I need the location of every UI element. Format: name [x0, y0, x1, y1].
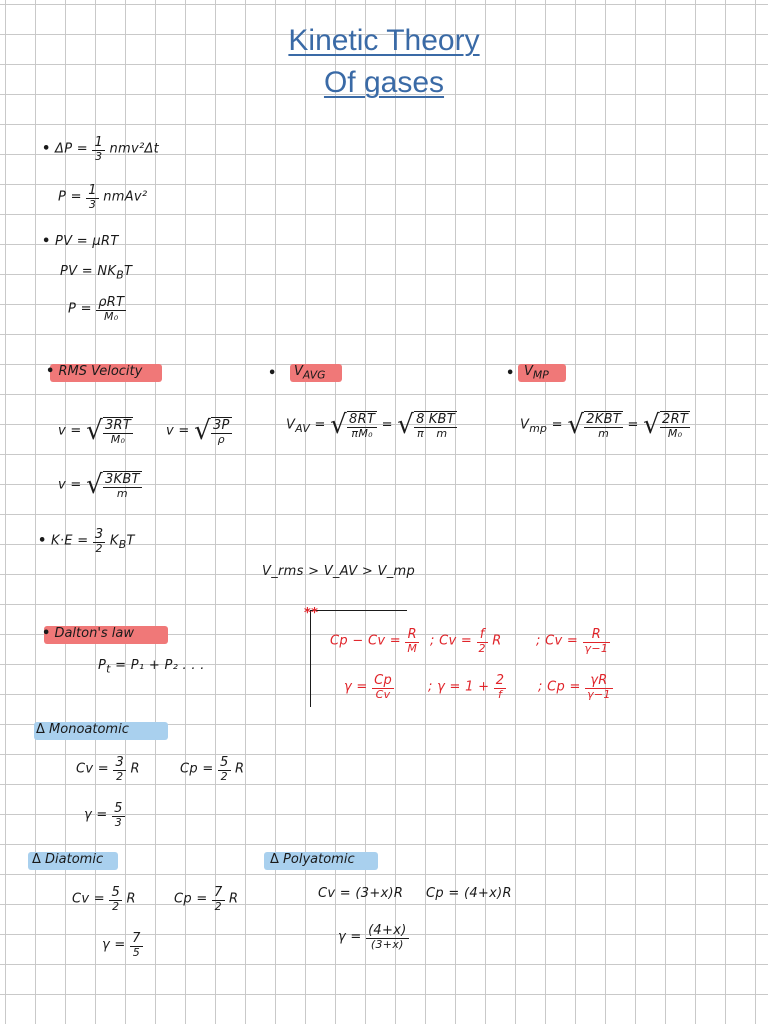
gamma-degrees-of-freedom: ; γ = 1 + $\frac{2}{f}$	[428, 673, 505, 701]
velocity-comparison: V_rms > V_AV > V_mp	[262, 564, 416, 579]
vmp-bullet: •	[506, 366, 515, 381]
polyatomic-heading: Δ Polyatomic	[270, 852, 355, 867]
gamma-ratio: γ = $\frac{Cp}{Cv}$	[344, 673, 392, 701]
pressure-density-eq: P = $\frac{\text{ρRT}}{\text{M₀}}$	[68, 295, 125, 323]
di-gamma: γ = $\frac{7}{5}$	[102, 931, 141, 959]
dalton-heading: • Dalton's law	[42, 626, 135, 641]
rms-eq-1: v = √ $\frac{3RT}{\text{M₀}}$	[58, 416, 132, 446]
rms-eq-3: v = √ $\frac{\text{3KBT}}{m}$	[58, 470, 140, 500]
monoatomic-heading: Δ Monoatomic	[36, 722, 129, 737]
cv-gamma: ; Cv = $\frac{R}{\gamma-1}$	[536, 627, 609, 655]
mono-cp: Cp = $\frac{5}{2}$ R	[180, 755, 245, 783]
cp-gamma: ; Cp = $\frac{\gamma R}{\gamma-1}$	[538, 673, 611, 701]
diatomic-heading: Δ Diatomic	[32, 852, 104, 867]
page-subtitle: Of gases	[323, 66, 445, 99]
di-cv: Cv = $\frac{5}{2}$ R	[72, 885, 136, 913]
mono-cv: Cv = $\frac{3}{2}$ R	[76, 755, 140, 783]
ideal-gas-eq: • PV = μRT	[42, 234, 119, 249]
dalton-eq: $P_t = P_1 + P_2$ . . .	[98, 658, 205, 676]
ideal-gas-boltzmann-eq: PV = $NK_BT$	[60, 264, 133, 282]
pressure-change-eq: • ΔP = $\frac{1}{3}$ nmv²Δt	[42, 135, 160, 163]
poly-gamma: γ = $\frac{(4+x)}{(3+x)}$	[338, 923, 407, 951]
rms-heading: • RMS Velocity	[46, 364, 143, 379]
rms-eq-2: v = √ $\frac{3P}{\rho}$	[166, 416, 230, 446]
poly-cp: Cp = (4+x)R	[426, 886, 512, 901]
star-marks: **	[304, 606, 319, 621]
vmp-heading: $V_{MP}$	[524, 364, 549, 382]
cv-degrees-of-freedom: ; Cv = $\frac{f}{2}$ R	[430, 627, 502, 655]
vavg-bullet: •	[268, 366, 277, 381]
poly-cv: Cv = (3+x)R	[318, 886, 404, 901]
vavg-eq: $V_{AV}$ = √ $\frac{8RT}{\text{πM₀}}$ = √ $\frac{8}{\pi}$ $\frac{\text{KBT}}{m}$	[286, 410, 456, 440]
vmp-eq: $V_{mp}$ = √ $\frac{\text{2KBT}}{m}$ = √ $\frac{2RT}{\text{M₀}}$	[520, 410, 689, 440]
vavg-heading: $V_{AVG}$	[294, 364, 326, 382]
di-cp: Cp = $\frac{7}{2}$ R	[174, 885, 239, 913]
page-title: Kinetic Theory	[288, 24, 480, 57]
pressure-eq: P = $\frac{1}{3}$ nmAv²	[58, 183, 148, 211]
mono-gamma: γ = $\frac{5}{3}$	[84, 801, 123, 829]
mayer-relation: Cp − Cv = $\frac{R}{M}$	[330, 627, 418, 655]
kinetic-energy-eq: • K·E = $\frac{3}{2}$ $K_BT$	[38, 527, 135, 555]
